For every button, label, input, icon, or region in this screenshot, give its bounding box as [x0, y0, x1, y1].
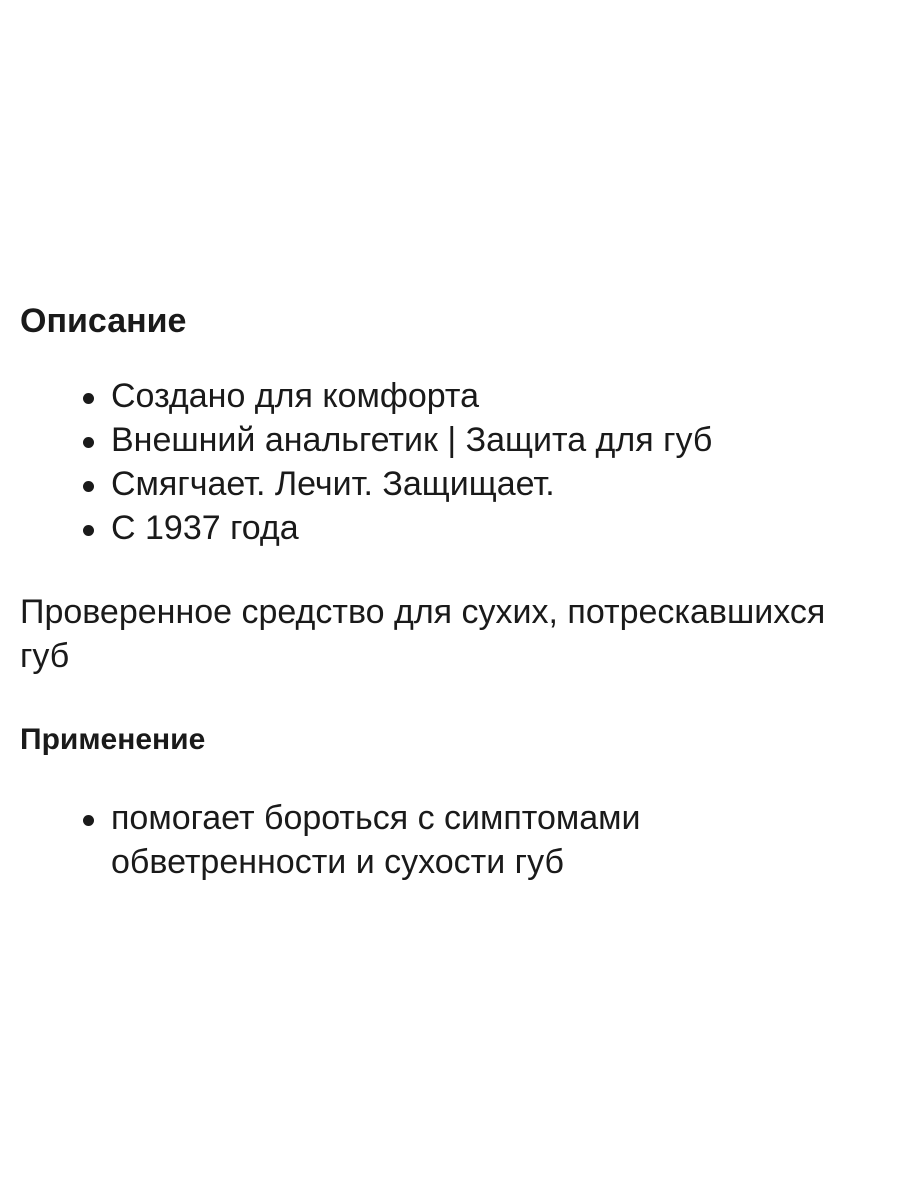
bullet-icon [83, 437, 94, 448]
list-item [80, 374, 880, 418]
list-item-text: помогает бороться с симптомами обветренности и сухости губ [111, 799, 641, 881]
list-item [80, 506, 880, 550]
description-list [20, 374, 880, 550]
usage-list [20, 796, 880, 884]
list-item [80, 462, 880, 506]
list-item-text: Создано для комфорта [111, 377, 480, 415]
bullet-icon [83, 525, 94, 536]
list-item [80, 418, 880, 462]
bullet-icon [83, 481, 94, 492]
list-item-text: Смягчает. Лечит. Защищает. [111, 465, 555, 503]
product-description [20, 296, 880, 884]
list-item [80, 796, 880, 884]
bullet-icon [83, 815, 94, 826]
usage-heading: Применение [20, 723, 206, 756]
list-item-text: С 1937 года [111, 509, 299, 547]
bullet-icon [83, 393, 94, 404]
description-heading: Описание [20, 302, 187, 340]
description-paragraph: Проверенное средство для сухих, потрескавшихся губ [20, 593, 826, 675]
list-item-text: Внешний анальгетик | Защита для губ [111, 421, 713, 459]
